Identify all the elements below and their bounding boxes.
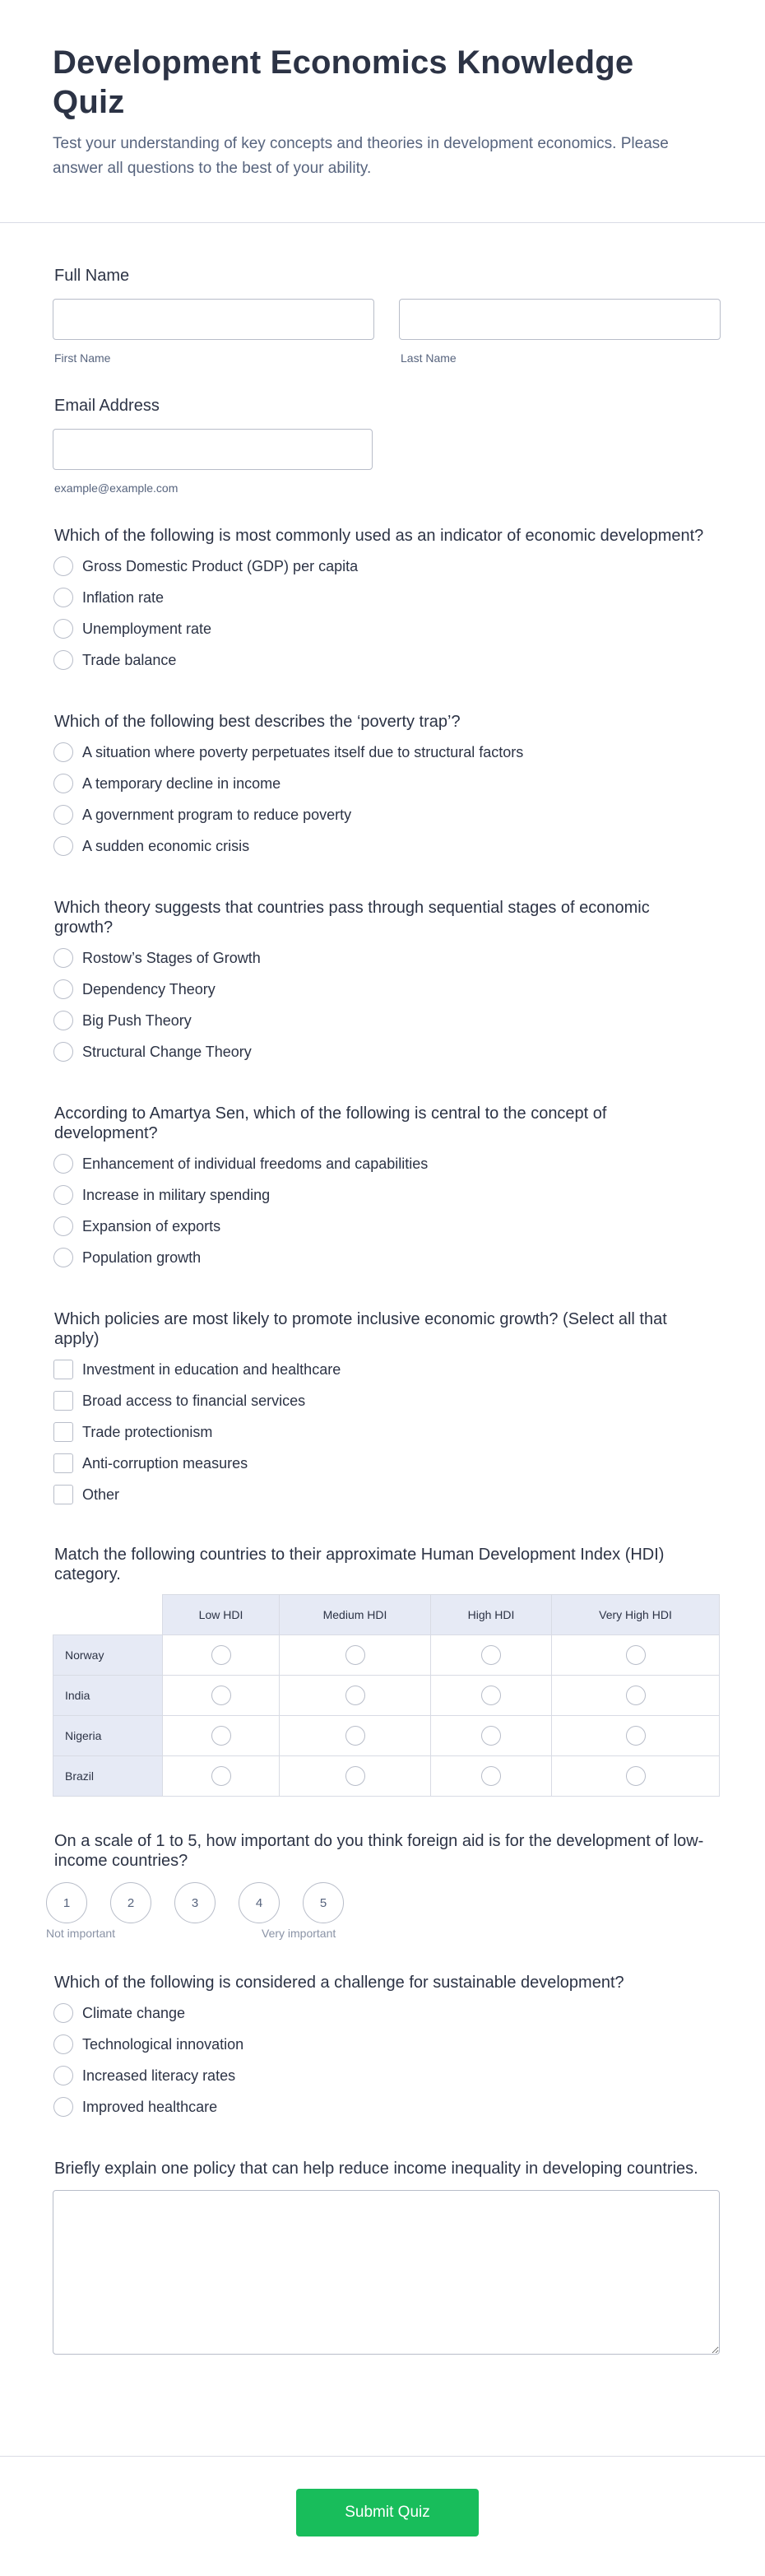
question-label: Which of the following best describes the ‘poverty trap’? xyxy=(54,713,461,731)
radio-button[interactable] xyxy=(53,948,73,968)
radio-button[interactable] xyxy=(53,2097,73,2117)
scale-rating xyxy=(46,1882,712,1923)
option-label: Inflation rate xyxy=(82,588,165,606)
radio-option[interactable] xyxy=(53,644,712,676)
matrix-radio[interactable] xyxy=(481,1726,501,1746)
question-hdi-matrix xyxy=(53,1545,712,1797)
question-label: Which policies are most likely to promote inclusive economic growth? (Select all that apply) xyxy=(54,1310,667,1348)
radio-option[interactable] xyxy=(53,1005,712,1036)
matrix-row xyxy=(53,1635,720,1676)
option-label: Gross Domestic Product (GDP) per capita xyxy=(82,557,359,574)
last-name-input[interactable] xyxy=(399,299,721,340)
matrix-radio[interactable] xyxy=(345,1686,365,1705)
income-inequality-textarea[interactable] xyxy=(53,2190,720,2355)
option-label: Population growth xyxy=(82,1248,202,1266)
checkbox-option[interactable] xyxy=(53,1448,712,1479)
first-name-input[interactable] xyxy=(53,299,374,340)
email-label: Email Address xyxy=(54,397,160,415)
radio-button[interactable] xyxy=(53,774,73,793)
matrix-radio[interactable] xyxy=(481,1766,501,1786)
checkbox-option[interactable] xyxy=(53,1479,712,1510)
option-label: Climate change xyxy=(82,2004,186,2021)
matrix-radio[interactable] xyxy=(211,1766,231,1786)
radio-button[interactable] xyxy=(53,556,73,576)
full-name-label: Full Name xyxy=(54,267,130,285)
matrix-radio[interactable] xyxy=(345,1645,365,1665)
matrix-radio[interactable] xyxy=(626,1686,646,1705)
option-label: Rostow’s Stages of Growth xyxy=(82,949,261,966)
first-name-sublabel: First Name xyxy=(54,351,111,365)
question-foreign-aid-scale xyxy=(46,1831,712,1945)
option-label: Enhancement of individual freedoms and capabilities xyxy=(82,1155,429,1172)
scale-low-label: Not important xyxy=(46,1927,116,1940)
question-inclusive-growth xyxy=(53,1309,712,1510)
scale-high-label: Very important xyxy=(262,1927,336,1940)
scale-option-3[interactable]: 3 xyxy=(174,1882,216,1923)
option-label: Technological innovation xyxy=(82,2035,244,2053)
question-poverty-trap xyxy=(53,712,712,862)
radio-option[interactable] xyxy=(53,799,712,830)
option-label: Improved healthcare xyxy=(82,2098,218,2115)
last-name-sublabel: Last Name xyxy=(401,351,457,365)
matrix-row-label: Brazil xyxy=(53,1756,163,1797)
email-input[interactable] xyxy=(53,429,373,470)
radio-button[interactable] xyxy=(53,650,73,670)
matrix-radio[interactable] xyxy=(481,1645,501,1665)
radio-button[interactable] xyxy=(53,588,73,607)
scale-option-1[interactable]: 1 xyxy=(46,1882,87,1923)
question-growth-stages xyxy=(53,898,712,1067)
option-label: Trade balance xyxy=(82,651,177,668)
question-label: According to Amartya Sen, which of the following is central to the concept of development? xyxy=(54,1104,607,1142)
radio-option[interactable] xyxy=(53,2091,712,2123)
radio-button[interactable] xyxy=(53,1011,73,1030)
option-label: Increase in military spending xyxy=(82,1186,271,1203)
radio-button[interactable] xyxy=(53,1185,73,1205)
matrix-radio[interactable] xyxy=(481,1686,501,1705)
matrix-row-label: India xyxy=(53,1676,163,1716)
option-label: A government program to reduce poverty xyxy=(82,806,352,823)
matrix-column-header: High HDI xyxy=(431,1595,552,1635)
radio-button[interactable] xyxy=(53,2034,73,2054)
matrix-row xyxy=(53,1716,720,1756)
question-label: On a scale of 1 to 5, how important do you think foreign aid is for the development of low-income countries? xyxy=(54,1832,704,1870)
question-label: Which theory suggests that countries pass through sequential stages of economic growth? xyxy=(54,899,650,937)
matrix-radio[interactable] xyxy=(211,1686,231,1705)
checkbox[interactable] xyxy=(53,1485,73,1504)
radio-button[interactable] xyxy=(53,1216,73,1236)
radio-option[interactable] xyxy=(53,551,712,582)
radio-button[interactable] xyxy=(53,805,73,825)
submit-button[interactable]: Submit Quiz xyxy=(296,2489,479,2536)
form-footer-divider xyxy=(0,2456,765,2457)
question-income-inequality xyxy=(53,2159,712,2355)
option-label: Anti-corruption measures xyxy=(82,1454,248,1472)
question-label: Match the following countries to their approximate Human Development Index (HDI) category. xyxy=(54,1546,665,1583)
radio-button[interactable] xyxy=(53,2066,73,2085)
option-label: Broad access to financial services xyxy=(82,1392,306,1409)
hdi-matrix-table xyxy=(53,1594,720,1797)
radio-option[interactable] xyxy=(53,1179,712,1211)
matrix-row xyxy=(53,1676,720,1716)
radio-button[interactable] xyxy=(53,742,73,762)
question-label: Briefly explain one policy that can help reduce income inequality in developing countries. xyxy=(54,2160,698,2178)
option-label: Expansion of exports xyxy=(82,1217,221,1235)
matrix-row xyxy=(53,1756,720,1797)
matrix-radio[interactable] xyxy=(211,1726,231,1746)
radio-option[interactable] xyxy=(53,942,712,974)
checkbox[interactable] xyxy=(53,1422,73,1442)
matrix-radio[interactable] xyxy=(345,1726,365,1746)
form-content xyxy=(0,266,765,2355)
radio-option[interactable] xyxy=(53,1997,712,2029)
radio-option[interactable] xyxy=(53,768,712,799)
checkbox-option[interactable] xyxy=(53,1416,712,1448)
matrix-radio[interactable] xyxy=(211,1645,231,1665)
question-label: Which of the following is most commonly used as an indicator of economic development? xyxy=(54,527,704,545)
full-name-field xyxy=(53,266,712,365)
radio-option[interactable] xyxy=(53,1211,712,1242)
question-economic-indicator xyxy=(53,526,712,676)
scale-option-2[interactable]: 2 xyxy=(110,1882,151,1923)
email-sublabel: example@example.com xyxy=(54,481,178,495)
checkbox-option[interactable] xyxy=(53,1385,712,1416)
radio-option[interactable] xyxy=(53,1036,712,1067)
radio-option[interactable] xyxy=(53,830,712,862)
matrix-row-label: Nigeria xyxy=(53,1716,163,1756)
radio-option[interactable] xyxy=(53,2060,712,2091)
radio-option[interactable] xyxy=(53,2029,712,2060)
option-label: A sudden economic crisis xyxy=(82,837,250,854)
checkbox-option[interactable] xyxy=(53,1354,712,1385)
question-amartya-sen xyxy=(53,1104,712,1273)
matrix-column-header: Low HDI xyxy=(163,1595,280,1635)
radio-option[interactable] xyxy=(53,737,712,768)
matrix-radio[interactable] xyxy=(626,1645,646,1665)
radio-button[interactable] xyxy=(53,1154,73,1174)
matrix-radio[interactable] xyxy=(626,1766,646,1786)
form-description: Test your understanding of key concepts and theories in development economics. Please answer all questions to the best of your ability. xyxy=(53,135,669,177)
form-header xyxy=(0,0,765,223)
email-field xyxy=(53,396,712,495)
radio-option[interactable] xyxy=(53,1242,712,1273)
option-label: Big Push Theory xyxy=(82,1011,192,1029)
option-label: A situation where poverty perpetuates itself due to structural factors xyxy=(82,743,524,760)
option-label: Unemployment rate xyxy=(82,620,212,637)
option-label: Other xyxy=(82,1486,120,1503)
radio-button[interactable] xyxy=(53,979,73,999)
option-label: A temporary decline in income xyxy=(82,774,281,792)
option-label: Trade protectionism xyxy=(82,1423,213,1440)
option-label: Investment in education and healthcare xyxy=(82,1360,341,1378)
checkbox[interactable] xyxy=(53,1360,73,1379)
radio-option[interactable] xyxy=(53,1148,712,1179)
option-label: Dependency Theory xyxy=(82,980,216,997)
radio-option[interactable] xyxy=(53,613,712,644)
matrix-column-header: Very High HDI xyxy=(552,1595,720,1635)
scale-option-5[interactable]: 5 xyxy=(303,1882,344,1923)
scale-option-4[interactable]: 4 xyxy=(239,1882,280,1923)
matrix-radio[interactable] xyxy=(626,1726,646,1746)
matrix-column-header: Medium HDI xyxy=(280,1595,431,1635)
matrix-corner xyxy=(53,1595,163,1635)
radio-button[interactable] xyxy=(53,619,73,639)
form-title: Development Economics Knowledge Quiz xyxy=(53,44,634,120)
matrix-row-label: Norway xyxy=(53,1635,163,1676)
radio-button[interactable] xyxy=(53,1042,73,1062)
checkbox[interactable] xyxy=(53,1391,73,1411)
radio-button[interactable] xyxy=(53,2003,73,2023)
radio-button[interactable] xyxy=(53,1248,73,1267)
question-label: Which of the following is considered a challenge for sustainable development? xyxy=(54,1974,624,1992)
radio-option[interactable] xyxy=(53,582,712,613)
question-sustainable-development xyxy=(53,1973,712,2123)
option-label: Increased literacy rates xyxy=(82,2067,236,2084)
checkbox[interactable] xyxy=(53,1453,73,1473)
matrix-radio[interactable] xyxy=(345,1766,365,1786)
radio-option[interactable] xyxy=(53,974,712,1005)
radio-button[interactable] xyxy=(53,836,73,856)
option-label: Structural Change Theory xyxy=(82,1043,252,1060)
